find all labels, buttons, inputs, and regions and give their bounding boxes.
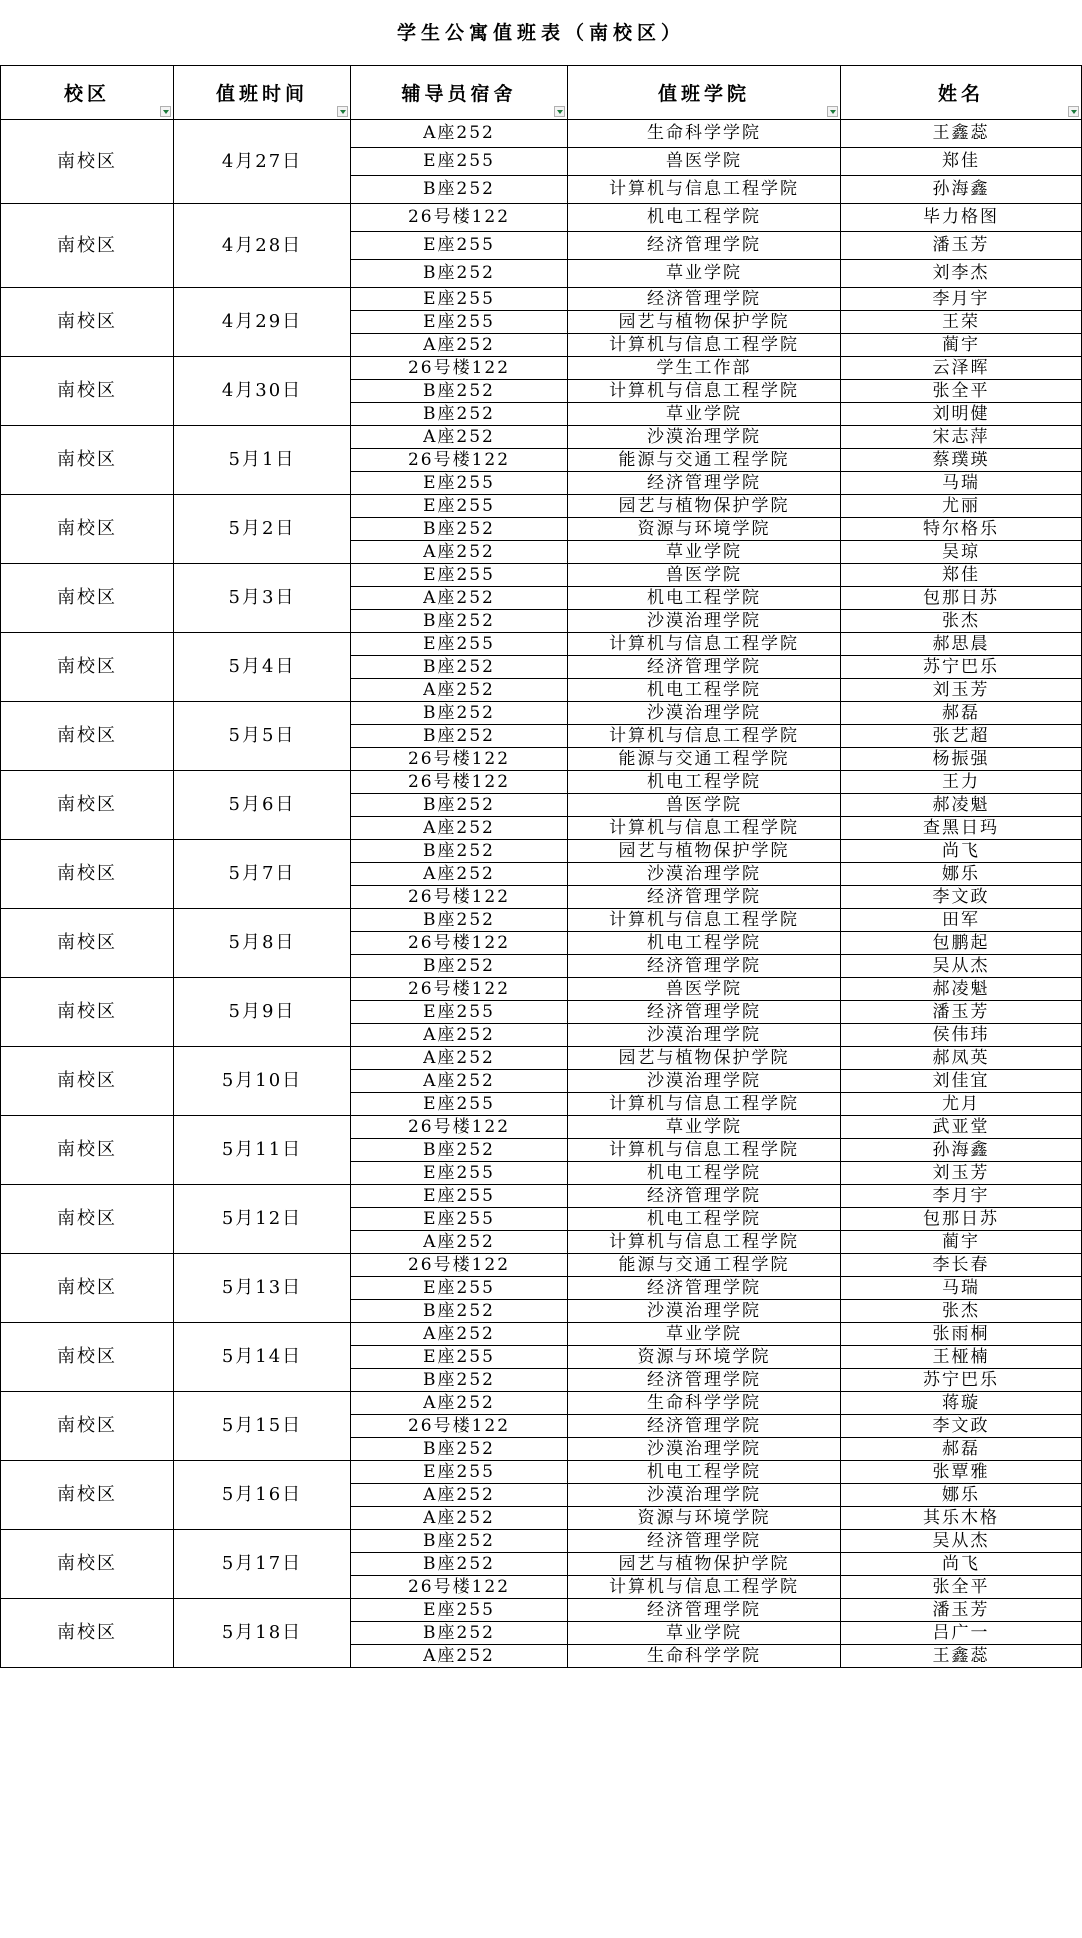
campus-cell[interactable]: 南校区 [1, 1461, 174, 1530]
name-cell[interactable]: 李文政 [841, 1415, 1082, 1438]
header-label: 值班学院 [657, 83, 750, 105]
page-title: 学生公寓值班表（南校区） [396, 22, 685, 44]
campus-cell[interactable]: 南校区 [1, 1392, 174, 1461]
dorm-cell[interactable]: A座252 [351, 426, 568, 449]
campus-cell[interactable]: 南校区 [1, 288, 174, 357]
name-cell[interactable]: 郑佳 [841, 564, 1082, 587]
campus-cell[interactable]: 南校区 [1, 771, 174, 840]
name-cell[interactable]: 王鑫蕊 [841, 1645, 1082, 1668]
campus-cell[interactable]: 南校区 [1, 909, 174, 978]
dorm-cell[interactable]: A座252 [351, 817, 568, 840]
name-cell[interactable]: 李月宇 [841, 1185, 1082, 1208]
college-cell[interactable]: 经济管理学院 [568, 955, 841, 978]
name-cell[interactable]: 孙海鑫 [841, 1139, 1082, 1162]
dorm-cell[interactable]: E座255 [351, 1346, 568, 1369]
table-row [1, 1047, 1082, 1070]
college-cell[interactable]: 计算机与信息工程学院 [568, 1231, 841, 1254]
date-cell[interactable]: 5月12日 [174, 1185, 351, 1254]
table-row [1, 1116, 1082, 1139]
name-cell[interactable]: 刘李杰 [841, 260, 1082, 288]
header-label: 辅导员宿舍 [401, 83, 517, 105]
name-cell[interactable]: 潘玉芳 [841, 232, 1082, 260]
college-cell[interactable]: 经济管理学院 [568, 656, 841, 679]
campus-cell[interactable]: 南校区 [1, 840, 174, 909]
name-cell[interactable]: 张全平 [841, 1576, 1082, 1599]
dorm-cell[interactable]: A座252 [351, 334, 568, 357]
college-cell[interactable]: 机电工程学院 [568, 679, 841, 702]
college-cell[interactable]: 资源与环境学院 [568, 1507, 841, 1530]
college-cell[interactable]: 学生工作部 [568, 357, 841, 380]
name-cell[interactable]: 郝磊 [841, 702, 1082, 725]
table-row [1, 426, 1082, 449]
table-row [1, 1599, 1082, 1622]
table-row [1, 702, 1082, 725]
name-cell[interactable]: 尚飞 [841, 840, 1082, 863]
table-row [1, 1323, 1082, 1346]
date-cell[interactable]: 4月28日 [174, 204, 351, 288]
college-cell[interactable]: 草业学院 [568, 1116, 841, 1139]
dorm-cell[interactable]: B座252 [351, 955, 568, 978]
name-cell[interactable]: 吕广一 [841, 1622, 1082, 1645]
name-cell[interactable]: 蔺宇 [841, 1231, 1082, 1254]
name-cell[interactable]: 张全平 [841, 380, 1082, 403]
name-cell[interactable]: 马瑞 [841, 472, 1082, 495]
name-cell[interactable]: 宋志萍 [841, 426, 1082, 449]
campus-cell[interactable]: 南校区 [1, 702, 174, 771]
dorm-cell[interactable]: E座255 [351, 1208, 568, 1231]
dorm-cell[interactable]: B座252 [351, 380, 568, 403]
dorm-cell[interactable]: A座252 [351, 1047, 568, 1070]
duty-table [0, 65, 1082, 1668]
name-cell[interactable]: 张覃雅 [841, 1461, 1082, 1484]
dorm-cell[interactable]: B座252 [351, 702, 568, 725]
name-cell[interactable]: 张杰 [841, 1300, 1082, 1323]
dorm-cell[interactable]: 26号楼122 [351, 204, 568, 232]
dorm-cell[interactable]: E座255 [351, 1277, 568, 1300]
college-cell[interactable]: 计算机与信息工程学院 [568, 725, 841, 748]
header-cell-date [174, 66, 351, 120]
date-cell[interactable]: 5月14日 [174, 1323, 351, 1392]
name-cell[interactable]: 苏宁巴乐 [841, 656, 1082, 679]
filter-dropdown-icon[interactable] [1068, 106, 1079, 117]
name-cell[interactable]: 马瑞 [841, 1277, 1082, 1300]
table-row [1, 1461, 1082, 1484]
date-cell[interactable]: 4月27日 [174, 120, 351, 204]
college-cell[interactable]: 经济管理学院 [568, 1415, 841, 1438]
college-cell[interactable]: 计算机与信息工程学院 [568, 633, 841, 656]
dorm-cell[interactable]: B座252 [351, 176, 568, 204]
name-cell[interactable]: 尚飞 [841, 1553, 1082, 1576]
name-cell[interactable]: 尤月 [841, 1093, 1082, 1116]
dorm-cell[interactable]: B座252 [351, 1300, 568, 1323]
campus-cell[interactable]: 南校区 [1, 495, 174, 564]
college-cell[interactable]: 机电工程学院 [568, 587, 841, 610]
campus-cell[interactable]: 南校区 [1, 564, 174, 633]
college-cell[interactable]: 经济管理学院 [568, 288, 841, 311]
dorm-cell[interactable]: E座255 [351, 495, 568, 518]
college-cell[interactable]: 资源与环境学院 [568, 1346, 841, 1369]
dorm-cell[interactable]: A座252 [351, 1484, 568, 1507]
date-cell[interactable]: 5月17日 [174, 1530, 351, 1599]
name-cell[interactable]: 刘佳宜 [841, 1070, 1082, 1093]
dorm-cell[interactable]: A座252 [351, 1645, 568, 1668]
table-row [1, 1185, 1082, 1208]
college-cell[interactable]: 园艺与植物保护学院 [568, 1047, 841, 1070]
campus-cell[interactable]: 南校区 [1, 1530, 174, 1599]
name-cell[interactable]: 吴从杰 [841, 955, 1082, 978]
table-row [1, 771, 1082, 794]
date-cell[interactable]: 5月8日 [174, 909, 351, 978]
college-cell[interactable]: 沙漠治理学院 [568, 1070, 841, 1093]
dorm-cell[interactable]: B座252 [351, 1369, 568, 1392]
date-cell[interactable]: 5月9日 [174, 978, 351, 1047]
date-cell[interactable]: 5月11日 [174, 1116, 351, 1185]
dorm-cell[interactable]: E座255 [351, 633, 568, 656]
filter-dropdown-icon[interactable] [160, 106, 171, 117]
dorm-cell[interactable]: B座252 [351, 1622, 568, 1645]
campus-cell[interactable]: 南校区 [1, 1323, 174, 1392]
dorm-cell[interactable]: E座255 [351, 1185, 568, 1208]
name-cell[interactable]: 查黑日玛 [841, 817, 1082, 840]
table-row [1, 978, 1082, 1001]
dorm-cell[interactable]: 26号楼122 [351, 771, 568, 794]
college-cell[interactable]: 经济管理学院 [568, 1599, 841, 1622]
name-cell[interactable]: 特尔格乐 [841, 518, 1082, 541]
college-cell[interactable]: 兽医学院 [568, 148, 841, 176]
college-cell[interactable]: 生命科学学院 [568, 1645, 841, 1668]
college-cell[interactable]: 经济管理学院 [568, 1185, 841, 1208]
college-cell[interactable]: 沙漠治理学院 [568, 863, 841, 886]
college-cell[interactable]: 经济管理学院 [568, 1277, 841, 1300]
name-cell[interactable]: 张雨桐 [841, 1323, 1082, 1346]
date-cell[interactable]: 5月7日 [174, 840, 351, 909]
campus-cell[interactable]: 南校区 [1, 426, 174, 495]
college-cell[interactable]: 机电工程学院 [568, 1162, 841, 1185]
college-cell[interactable]: 能源与交通工程学院 [568, 748, 841, 771]
header-label: 值班时间 [215, 83, 308, 105]
dorm-cell[interactable]: 26号楼122 [351, 1415, 568, 1438]
dorm-cell[interactable]: 26号楼122 [351, 449, 568, 472]
table-row [1, 495, 1082, 518]
name-cell[interactable]: 苏宁巴乐 [841, 1369, 1082, 1392]
dorm-cell[interactable]: 26号楼122 [351, 748, 568, 771]
date-cell[interactable]: 5月4日 [174, 633, 351, 702]
name-cell[interactable]: 娜乐 [841, 1484, 1082, 1507]
college-cell[interactable]: 能源与交通工程学院 [568, 1254, 841, 1277]
name-cell[interactable]: 郝思晨 [841, 633, 1082, 656]
college-cell[interactable]: 经济管理学院 [568, 1530, 841, 1553]
dorm-cell[interactable]: B座252 [351, 794, 568, 817]
name-cell[interactable]: 张杰 [841, 610, 1082, 633]
college-cell[interactable]: 沙漠治理学院 [568, 1484, 841, 1507]
college-cell[interactable]: 沙漠治理学院 [568, 702, 841, 725]
name-cell[interactable]: 娜乐 [841, 863, 1082, 886]
name-cell[interactable]: 王荣 [841, 311, 1082, 334]
college-cell[interactable]: 资源与环境学院 [568, 518, 841, 541]
name-cell[interactable]: 蔡璞瑛 [841, 449, 1082, 472]
name-cell[interactable]: 尤丽 [841, 495, 1082, 518]
college-cell[interactable]: 园艺与植物保护学院 [568, 840, 841, 863]
college-cell[interactable]: 机电工程学院 [568, 771, 841, 794]
name-cell[interactable]: 郑佳 [841, 148, 1082, 176]
college-cell[interactable]: 计算机与信息工程学院 [568, 176, 841, 204]
college-cell[interactable]: 计算机与信息工程学院 [568, 909, 841, 932]
header-cell-name [841, 66, 1082, 120]
date-cell[interactable]: 5月10日 [174, 1047, 351, 1116]
campus-cell[interactable]: 南校区 [1, 978, 174, 1047]
dorm-cell[interactable]: E座255 [351, 472, 568, 495]
college-cell[interactable]: 草业学院 [568, 1323, 841, 1346]
header-cell-college [568, 66, 841, 120]
name-cell[interactable]: 武亚堂 [841, 1116, 1082, 1139]
name-cell[interactable]: 包那日苏 [841, 1208, 1082, 1231]
campus-cell[interactable]: 南校区 [1, 357, 174, 426]
dorm-cell[interactable]: E座255 [351, 1162, 568, 1185]
table-row [1, 288, 1082, 311]
name-cell[interactable]: 刘玉芳 [841, 1162, 1082, 1185]
table-row [1, 909, 1082, 932]
date-cell[interactable]: 5月6日 [174, 771, 351, 840]
duty-table-body [1, 120, 1082, 1668]
dorm-cell[interactable]: E座255 [351, 1093, 568, 1116]
college-cell[interactable]: 草业学院 [568, 403, 841, 426]
college-cell[interactable]: 计算机与信息工程学院 [568, 334, 841, 357]
dorm-cell[interactable]: A座252 [351, 1231, 568, 1254]
dorm-cell[interactable]: 26号楼122 [351, 1254, 568, 1277]
name-cell[interactable]: 潘玉芳 [841, 1599, 1082, 1622]
dorm-cell[interactable]: B座252 [351, 1139, 568, 1162]
name-cell[interactable]: 蒋璇 [841, 1392, 1082, 1415]
dorm-cell[interactable]: B座252 [351, 518, 568, 541]
date-cell[interactable]: 5月15日 [174, 1392, 351, 1461]
name-cell[interactable]: 郝凌魁 [841, 794, 1082, 817]
dorm-cell[interactable]: E座255 [351, 564, 568, 587]
dorm-cell[interactable]: 26号楼122 [351, 978, 568, 1001]
campus-cell[interactable]: 南校区 [1, 120, 174, 204]
dorm-cell[interactable]: B座252 [351, 610, 568, 633]
filter-dropdown-icon[interactable] [827, 106, 838, 117]
date-cell[interactable]: 5月5日 [174, 702, 351, 771]
table-row [1, 840, 1082, 863]
date-cell[interactable]: 5月2日 [174, 495, 351, 564]
dorm-cell[interactable]: A座252 [351, 587, 568, 610]
college-cell[interactable]: 兽医学院 [568, 794, 841, 817]
name-cell[interactable]: 包那日苏 [841, 587, 1082, 610]
name-cell[interactable]: 孙海鑫 [841, 176, 1082, 204]
name-cell[interactable]: 包鹏起 [841, 932, 1082, 955]
college-cell[interactable]: 园艺与植物保护学院 [568, 311, 841, 334]
dorm-cell[interactable]: E座255 [351, 311, 568, 334]
dorm-cell[interactable]: 26号楼122 [351, 1116, 568, 1139]
name-cell[interactable]: 侯伟玮 [841, 1024, 1082, 1047]
college-cell[interactable]: 生命科学学院 [568, 120, 841, 148]
name-cell[interactable]: 郝磊 [841, 1438, 1082, 1461]
college-cell[interactable]: 草业学院 [568, 541, 841, 564]
dorm-cell[interactable]: B座252 [351, 1553, 568, 1576]
dorm-cell[interactable]: E座255 [351, 232, 568, 260]
college-cell[interactable]: 沙漠治理学院 [568, 426, 841, 449]
college-cell[interactable]: 计算机与信息工程学院 [568, 1093, 841, 1116]
date-cell[interactable]: 5月1日 [174, 426, 351, 495]
dorm-cell[interactable]: B座252 [351, 656, 568, 679]
dorm-cell[interactable]: A座252 [351, 679, 568, 702]
name-cell[interactable]: 田军 [841, 909, 1082, 932]
college-cell[interactable]: 沙漠治理学院 [568, 610, 841, 633]
college-cell[interactable]: 草业学院 [568, 260, 841, 288]
dorm-cell[interactable]: E座255 [351, 1599, 568, 1622]
dorm-cell[interactable]: 26号楼122 [351, 886, 568, 909]
name-cell[interactable]: 吴从杰 [841, 1530, 1082, 1553]
name-cell[interactable]: 王桠楠 [841, 1346, 1082, 1369]
name-cell[interactable]: 杨振强 [841, 748, 1082, 771]
college-cell[interactable]: 兽医学院 [568, 978, 841, 1001]
filter-dropdown-icon[interactable] [554, 106, 565, 117]
college-cell[interactable]: 能源与交通工程学院 [568, 449, 841, 472]
name-cell[interactable]: 王力 [841, 771, 1082, 794]
college-cell[interactable]: 机电工程学院 [568, 932, 841, 955]
dorm-cell[interactable]: B座252 [351, 1438, 568, 1461]
dorm-cell[interactable]: A座252 [351, 863, 568, 886]
college-cell[interactable]: 计算机与信息工程学院 [568, 817, 841, 840]
college-cell[interactable]: 机电工程学院 [568, 204, 841, 232]
table-row [1, 204, 1082, 232]
table-row [1, 564, 1082, 587]
table-row [1, 1392, 1082, 1415]
header-label: 姓名 [937, 83, 984, 105]
name-cell[interactable]: 刘明健 [841, 403, 1082, 426]
name-cell[interactable]: 郝凌魁 [841, 978, 1082, 1001]
name-cell[interactable]: 郝凤英 [841, 1047, 1082, 1070]
dorm-cell[interactable]: A座252 [351, 1024, 568, 1047]
header-label: 校区 [63, 83, 110, 105]
table-row [1, 1254, 1082, 1277]
dorm-cell[interactable]: A座252 [351, 1392, 568, 1415]
college-cell[interactable]: 沙漠治理学院 [568, 1024, 841, 1047]
dorm-cell[interactable]: E座255 [351, 1461, 568, 1484]
college-cell[interactable]: 机电工程学院 [568, 1208, 841, 1231]
dorm-cell[interactable]: B座252 [351, 725, 568, 748]
college-cell[interactable]: 计算机与信息工程学院 [568, 380, 841, 403]
dorm-cell[interactable]: A座252 [351, 120, 568, 148]
college-cell[interactable]: 草业学院 [568, 1622, 841, 1645]
name-cell[interactable]: 蔺宇 [841, 334, 1082, 357]
dorm-cell[interactable]: B座252 [351, 840, 568, 863]
table-row [1, 357, 1082, 380]
name-cell[interactable]: 王鑫蕊 [841, 120, 1082, 148]
table-row [1, 1530, 1082, 1553]
college-cell[interactable]: 经济管理学院 [568, 1369, 841, 1392]
campus-cell[interactable]: 南校区 [1, 1599, 174, 1668]
college-cell[interactable]: 经济管理学院 [568, 886, 841, 909]
dorm-cell[interactable]: 26号楼122 [351, 357, 568, 380]
dorm-cell[interactable]: A座252 [351, 1070, 568, 1093]
table-row [1, 633, 1082, 656]
header-cell-dorm [351, 66, 568, 120]
dorm-cell[interactable]: B座252 [351, 260, 568, 288]
college-cell[interactable]: 计算机与信息工程学院 [568, 1576, 841, 1599]
college-cell[interactable]: 计算机与信息工程学院 [568, 1139, 841, 1162]
dorm-cell[interactable]: B座252 [351, 1530, 568, 1553]
dorm-cell[interactable]: E座255 [351, 148, 568, 176]
college-cell[interactable]: 园艺与植物保护学院 [568, 1553, 841, 1576]
date-cell[interactable]: 4月29日 [174, 288, 351, 357]
college-cell[interactable]: 兽医学院 [568, 564, 841, 587]
dorm-cell[interactable]: E座255 [351, 288, 568, 311]
header-row [1, 66, 1082, 120]
date-cell[interactable]: 5月3日 [174, 564, 351, 633]
campus-cell[interactable]: 南校区 [1, 1047, 174, 1116]
college-cell[interactable]: 园艺与植物保护学院 [568, 495, 841, 518]
dorm-cell[interactable]: A座252 [351, 1323, 568, 1346]
dorm-cell[interactable]: E座255 [351, 1001, 568, 1024]
name-cell[interactable]: 潘玉芳 [841, 1001, 1082, 1024]
dorm-cell[interactable]: B座252 [351, 909, 568, 932]
campus-cell[interactable]: 南校区 [1, 1254, 174, 1323]
name-cell[interactable]: 李长春 [841, 1254, 1082, 1277]
dorm-cell[interactable]: A座252 [351, 541, 568, 564]
name-cell[interactable]: 张艺超 [841, 725, 1082, 748]
name-cell[interactable]: 李文政 [841, 886, 1082, 909]
college-cell[interactable]: 生命科学学院 [568, 1392, 841, 1415]
name-cell[interactable]: 李月宇 [841, 288, 1082, 311]
college-cell[interactable]: 经济管理学院 [568, 1001, 841, 1024]
date-cell[interactable]: 5月13日 [174, 1254, 351, 1323]
table-row [1, 120, 1082, 148]
dorm-cell[interactable]: A座252 [351, 1507, 568, 1530]
filter-dropdown-icon[interactable] [337, 106, 348, 117]
date-cell[interactable]: 5月16日 [174, 1461, 351, 1530]
dorm-cell[interactable]: 26号楼122 [351, 932, 568, 955]
campus-cell[interactable]: 南校区 [1, 633, 174, 702]
date-cell[interactable]: 4月30日 [174, 357, 351, 426]
campus-cell[interactable]: 南校区 [1, 1116, 174, 1185]
name-cell[interactable]: 刘玉芳 [841, 679, 1082, 702]
college-cell[interactable]: 沙漠治理学院 [568, 1300, 841, 1323]
dorm-cell[interactable]: B座252 [351, 403, 568, 426]
name-cell[interactable]: 吴琼 [841, 541, 1082, 564]
dorm-cell[interactable]: 26号楼122 [351, 1576, 568, 1599]
name-cell[interactable]: 毕力格图 [841, 204, 1082, 232]
college-cell[interactable]: 经济管理学院 [568, 472, 841, 495]
name-cell[interactable]: 其乐木格 [841, 1507, 1082, 1530]
date-cell[interactable]: 5月18日 [174, 1599, 351, 1668]
header-cell-campus [1, 66, 174, 120]
campus-cell[interactable]: 南校区 [1, 204, 174, 288]
college-cell[interactable]: 经济管理学院 [568, 232, 841, 260]
college-cell[interactable]: 沙漠治理学院 [568, 1438, 841, 1461]
college-cell[interactable]: 机电工程学院 [568, 1461, 841, 1484]
campus-cell[interactable]: 南校区 [1, 1185, 174, 1254]
name-cell[interactable]: 云泽晖 [841, 357, 1082, 380]
